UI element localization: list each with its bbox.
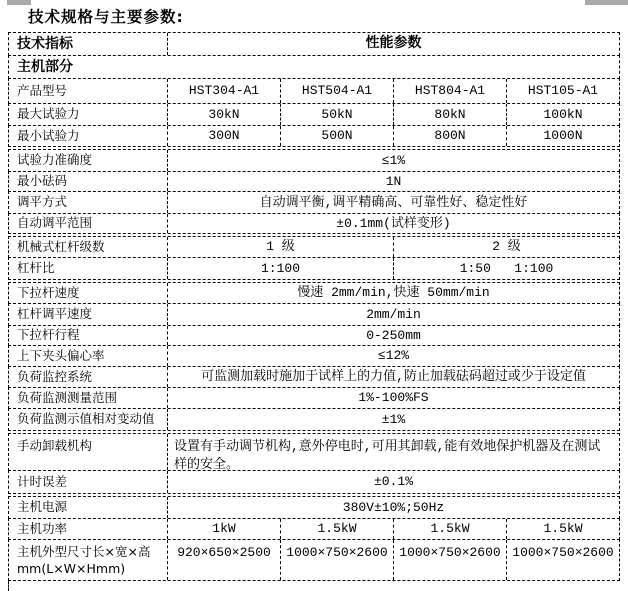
row-value: 可监测加载时施加于试样上的力值,防止加载砝码超过或少于设定值 — [167, 367, 619, 387]
row-value: 1.5kW — [506, 519, 619, 539]
row-value: 50kN — [280, 104, 393, 125]
row-value: HST804-A1 — [393, 79, 506, 103]
row-label: 最小试验力 — [17, 127, 80, 143]
row-value: 1000×750×2600 — [506, 540, 619, 580]
row-value: 2 级 — [393, 237, 619, 257]
table-row — [8, 408, 620, 431]
row-label: 负荷监控系统 — [17, 368, 93, 384]
row-value: 920×650×2500 — [167, 540, 280, 580]
table-row — [8, 303, 620, 326]
row-label: 杠杆调平速度 — [17, 306, 93, 322]
table-row — [8, 496, 620, 519]
row-value: 1kW — [167, 519, 280, 539]
row-label: 主机外型尺寸长×宽×高mm(L×W×Hmm) — [17, 544, 151, 576]
row-value: 30kN — [167, 104, 280, 125]
row-label: 产品型号 — [17, 82, 68, 98]
row-value: 慢速 2mm/min,快速 50mm/min — [167, 283, 619, 303]
table-row — [8, 125, 620, 147]
row-label: 上下夹头偏心率 — [17, 347, 105, 363]
row-value: 300N — [167, 126, 280, 146]
row-value: 性能参数 — [167, 33, 619, 55]
table-row — [8, 325, 620, 346]
table-row — [8, 149, 620, 172]
row-label: 最大试验力 — [17, 106, 80, 122]
table-row — [8, 470, 620, 494]
row-value: 100kN — [506, 104, 619, 125]
row-value: 设置有手动调节机构,意外停电时,可用其卸载,能有效地保护机器及在测试样的安全。 — [167, 434, 619, 470]
row-value: 2mm/min — [167, 304, 619, 325]
row-value: HST304-A1 — [167, 79, 280, 103]
row-value: 80kN — [393, 104, 506, 125]
row-value: 1:100 — [167, 258, 393, 279]
row-value: 1.5kW — [280, 519, 393, 539]
table-row — [8, 78, 620, 104]
row-value: 自动调平衡,调平精确高、可靠性好、稳定性好 — [167, 192, 619, 213]
row-label: 负荷监测测量范围 — [17, 389, 118, 405]
row-value: 0-250mm — [167, 326, 619, 345]
row-value: 380V±10%;50Hz — [167, 497, 619, 518]
row-label: 技术指标 — [17, 35, 73, 52]
row-value: HST504-A1 — [280, 79, 393, 103]
table-row — [8, 236, 620, 258]
table-row — [8, 366, 620, 388]
row-value: 800N — [393, 126, 506, 146]
table-row — [8, 257, 620, 280]
table-row — [8, 32, 620, 56]
table-row — [8, 171, 620, 192]
table-row — [8, 518, 620, 540]
row-label: 下拉杆速度 — [17, 284, 80, 300]
row-label: 下拉杆行程 — [17, 327, 80, 343]
row-label: 最小砝码 — [17, 173, 68, 189]
table-row — [8, 345, 620, 367]
row-value: 1000×750×2600 — [280, 540, 393, 580]
page-title: 技术规格与主要参数: — [28, 8, 184, 26]
ui-fragment-right — [585, 0, 628, 5]
table-row — [8, 55, 620, 79]
row-value: HST105-A1 — [506, 79, 619, 103]
row-label: 杠杆比 — [17, 260, 55, 276]
row-value: ±0.1% — [167, 471, 619, 493]
table-row — [8, 539, 620, 581]
row-value: ≤12% — [167, 346, 619, 366]
row-label: 自动调平范围 — [17, 215, 93, 231]
row-label: 负荷监测示值相对变动值 — [17, 411, 155, 427]
row-value: ±1% — [167, 409, 619, 430]
row-label: 试验力准确度 — [17, 152, 93, 168]
table-row — [8, 191, 620, 214]
table-row — [8, 103, 620, 126]
row-value: 1N — [167, 172, 619, 191]
row-value: 1:50 1:100 — [393, 258, 619, 279]
spec-table — [8, 33, 620, 591]
row-label: 调平方式 — [17, 194, 68, 210]
row-value: 1000×750×2600 — [393, 540, 506, 580]
table-row — [8, 387, 620, 409]
row-value: 1%-100%FS — [167, 388, 619, 408]
row-label: 主机部分 — [17, 58, 73, 75]
row-label: 主机电源 — [17, 499, 68, 515]
row-label: 手动卸载机构 — [17, 438, 93, 453]
row-label: 机械式杠杆级数 — [17, 238, 105, 254]
row-value: 500N — [280, 126, 393, 146]
row-value: ±0.1mm(试样变形) — [167, 214, 619, 233]
row-value: 1 级 — [167, 237, 393, 257]
row-label: 主机功率 — [17, 520, 68, 536]
table-row — [8, 433, 620, 471]
row-value: 1.5kW — [393, 519, 506, 539]
row-value: 1000N — [506, 126, 619, 146]
row-label: 计时误差 — [17, 473, 68, 489]
table-row — [8, 282, 620, 304]
table-row — [8, 213, 620, 234]
row-value: ≤1% — [167, 150, 619, 171]
